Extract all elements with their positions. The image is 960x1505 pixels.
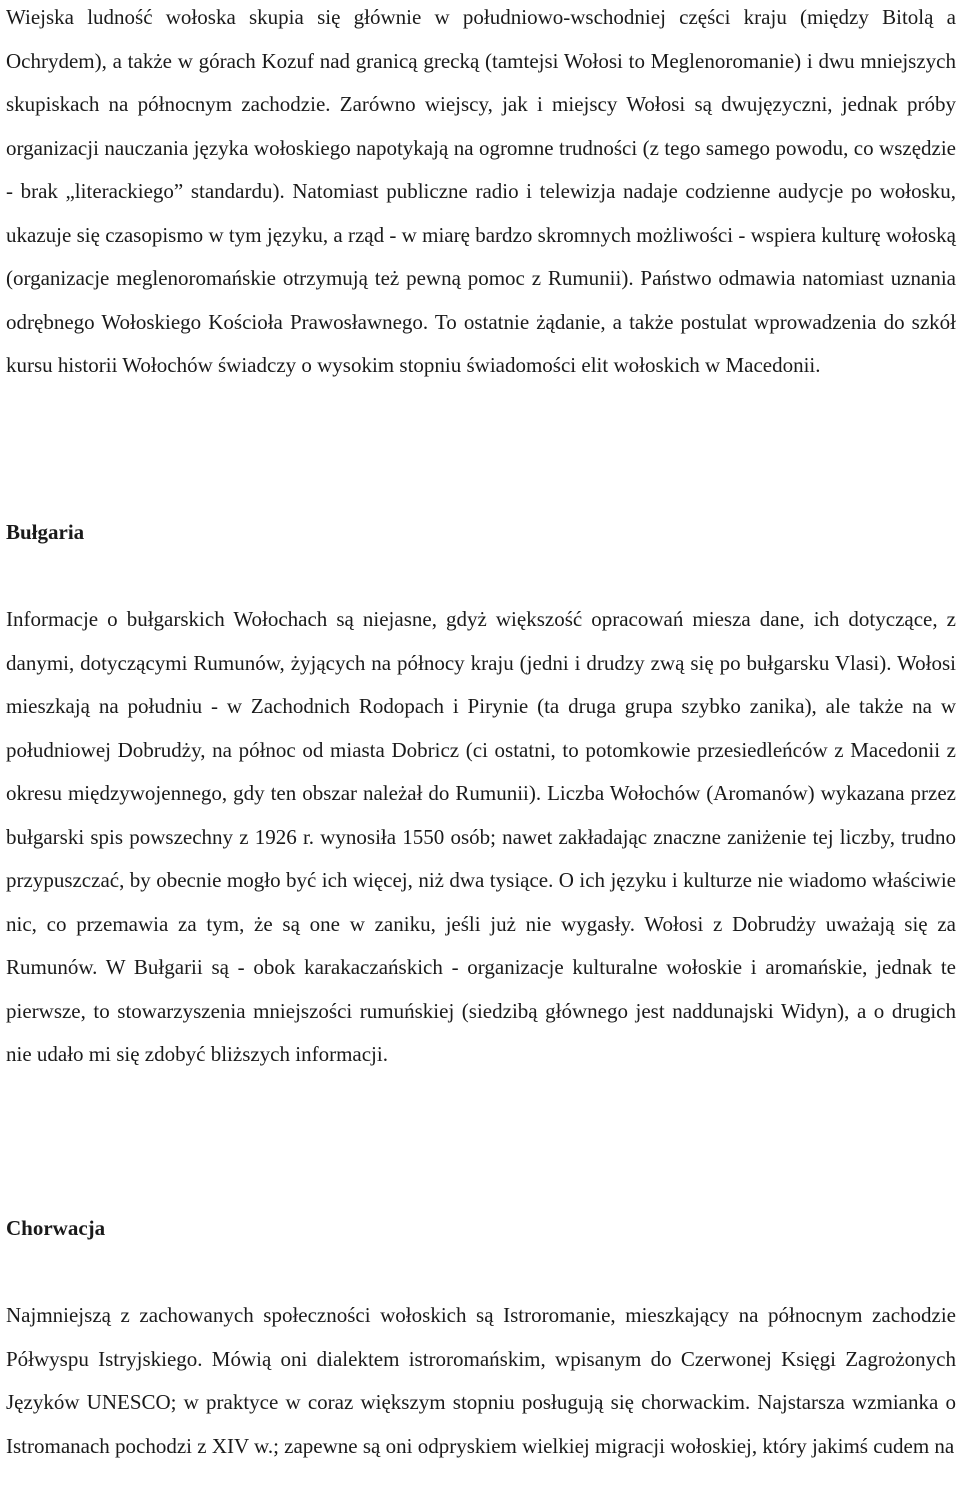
section-heading-bulgaria: Bułgaria [6, 520, 85, 544]
section-heading-croatia: Chorwacja [6, 1216, 106, 1240]
paragraph-bulgaria: Informacje o bułgarskich Wołochach są niejasne, gdyż większość opracowań miesza dane, ich dotyczące, z danymi, dotyczącymi Rumunów, żyjących na północy kraju (jedni i drudzy zwą się po bułgarsku Vlasi). Wołosi mieszkają na południu - w Zachodnich Rodopach i Pirynie (ta druga grupa szybko zanika), ale także na w południowej Dobrudży, na północ od miasta Dobricz (ci ostatni, to potomkowie przesiedleńców z Macedonii z okresu międzywojennego, gdy ten obszar należał do Rumunii). Liczba Wołochów (Aromanów) wykazana przez bułgarski spis powszechny z 1926 r. wynosiła 1550 osób; nawet zakładając znaczne zaniżenie tej liczby, trudno przypuszczać, by obecnie mogło być ich więcej, niż dwa tysiące. O ich języku i kulturze nie wiadomo właściwie nic, co przemawia za tym, że są one w zaniku, jeśli już nie wygasły. Wołosi z Dobrudży uważają się za Rumunów. W Bułgarii są - obok karakaczańskich - organizacje kulturalne wołoskie i aromańskie, jednak te pierwsze, to stowarzyszenia mniejszości rumuńskiej (siedzibą głównego jest naddunajski Widyn), a o drugich nie udało mi się zdobyć bliższych informacji. [6, 607, 956, 1066]
paragraph-macedonia: Wiejska ludność wołoska skupia się głównie w południowo-wschodniej części kraju (między Bitolą a Ochrydem), a także w górach Kozuf nad granicą grecką (tamtejsi Wołosi to Meglenoromanie) i dwu mniejszych skupiskach na północnym zachodzie. Zarówno wiejscy, jak i miejscy Wołosi są dwujęzyczni, jednak próby organizacji nauczania języka wołoskiego napotykają na ogromne trudności (z tego samego powodu, co wszędzie - brak „literackiego” standardu). Natomiast publiczne radio i telewizja nadaje codzienne audycje po wołosku, ukazuje się czasopismo w tym języku, a rząd - w miarę bardzo skromnych możliwości - wspiera kulturę wołoską (organizacje meglenoromańskie otrzymują też pewną pomoc z Rumunii). Państwo odmawia natomiast uznania odrębnego Wołoskiego Kościoła Prawosławnego. To ostatnie żądanie, a także postulat wprowadzenia do szkół kursu historii Wołochów świadczy o wysokim stopniu świadomości elit wołoskich w Macedonii. [6, 5, 956, 377]
paragraph-croatia: Najmniejszą z zachowanych społeczności wołoskich są Istroromanie, mieszkający na północnym zachodzie Półwyspu Istryjskiego. Mówią oni dialektem istroromańskim, wpisanym do Czerwonej Księgi Zagrożonych Języków UNESCO; w praktyce w coraz większym stopniu posługują się chorwackim. Najstarsza wzmianka o Istromanach pochodzi z XIV w.; zapewne są oni odpryskiem wielkiej migracji wołoskiej, który jakimś cudem na [6, 1303, 956, 1458]
